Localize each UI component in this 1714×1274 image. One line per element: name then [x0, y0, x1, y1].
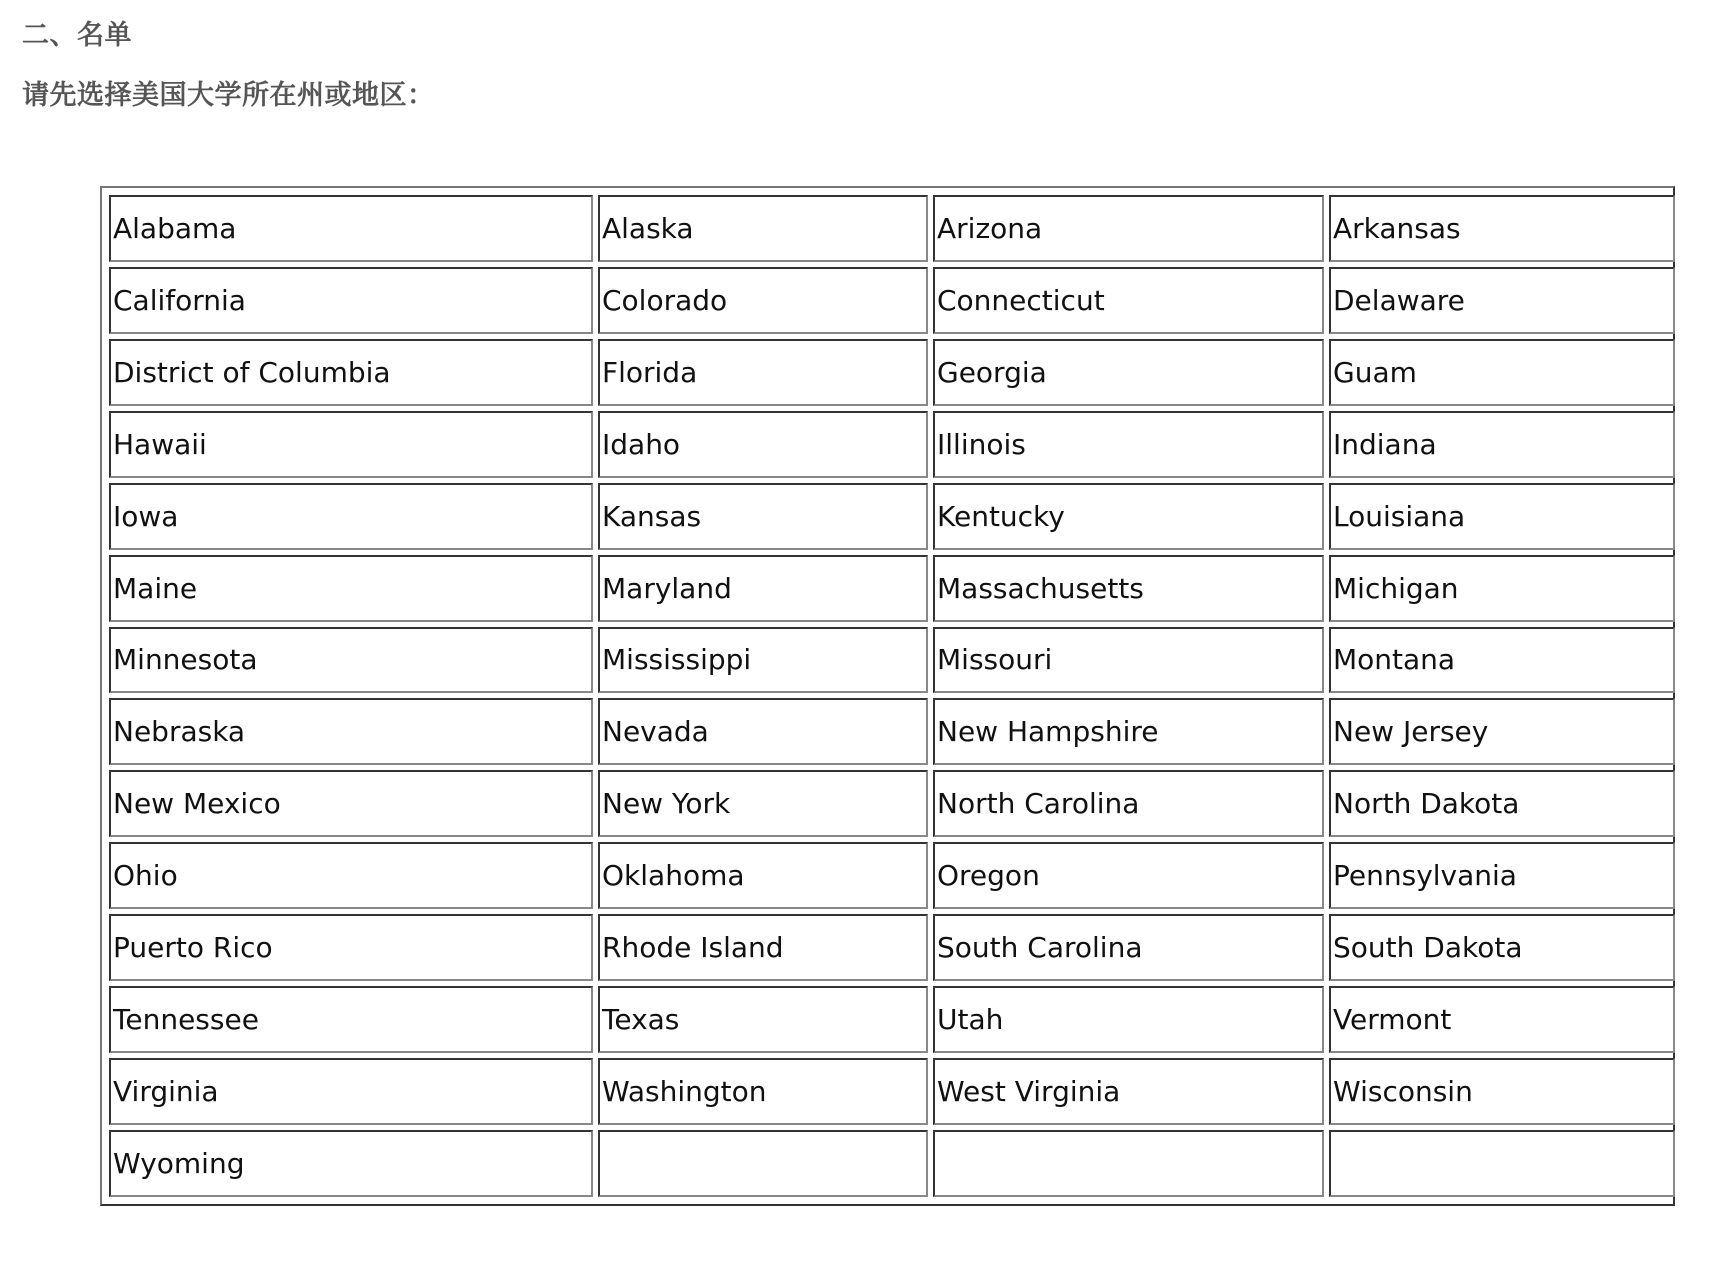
table-row [109, 914, 1675, 981]
state-link[interactable]: South Dakota [1329, 914, 1675, 981]
state-link[interactable]: North Dakota [1329, 770, 1675, 837]
state-link[interactable]: Indiana [1329, 411, 1675, 478]
empty-cell [933, 1130, 1324, 1197]
state-link[interactable]: North Carolina [933, 770, 1324, 837]
states-table [104, 190, 1680, 1202]
state-link[interactable]: Maine [109, 555, 593, 622]
empty-cell [598, 1130, 928, 1197]
table-row [109, 1058, 1675, 1125]
state-link[interactable]: Georgia [933, 339, 1324, 406]
state-link[interactable]: Virginia [109, 1058, 593, 1125]
state-link[interactable]: Florida [598, 339, 928, 406]
table-row [109, 411, 1675, 478]
table-row [109, 483, 1675, 550]
table-row [109, 267, 1675, 334]
state-link[interactable]: Oregon [933, 842, 1324, 909]
table-row [109, 627, 1675, 694]
state-link[interactable]: Wyoming [109, 1130, 593, 1197]
state-link[interactable]: Vermont [1329, 986, 1675, 1053]
table-row [109, 986, 1675, 1053]
state-link[interactable]: Delaware [1329, 267, 1675, 334]
state-link[interactable]: Maryland [598, 555, 928, 622]
table-row [109, 195, 1675, 262]
state-link[interactable]: South Carolina [933, 914, 1324, 981]
state-link[interactable]: New Mexico [109, 770, 593, 837]
state-link[interactable]: Missouri [933, 627, 1324, 694]
state-link[interactable]: Tennessee [109, 986, 593, 1053]
state-link[interactable]: West Virginia [933, 1058, 1324, 1125]
state-link[interactable]: Michigan [1329, 555, 1675, 622]
table-row [109, 770, 1675, 837]
state-link[interactable]: Illinois [933, 411, 1324, 478]
state-link[interactable]: Texas [598, 986, 928, 1053]
empty-cell [1329, 1130, 1675, 1197]
state-link[interactable]: Oklahoma [598, 842, 928, 909]
state-link[interactable]: Colorado [598, 267, 928, 334]
state-link[interactable]: Puerto Rico [109, 914, 593, 981]
state-link[interactable]: Minnesota [109, 627, 593, 694]
state-link[interactable]: Alabama [109, 195, 593, 262]
state-link[interactable]: Mississippi [598, 627, 928, 694]
state-link[interactable]: Louisiana [1329, 483, 1675, 550]
state-link[interactable]: Wisconsin [1329, 1058, 1675, 1125]
table-row [109, 698, 1675, 765]
states-table-body [109, 195, 1675, 1197]
state-link[interactable]: Nebraska [109, 698, 593, 765]
state-link[interactable]: Connecticut [933, 267, 1324, 334]
state-link[interactable]: Alaska [598, 195, 928, 262]
state-link[interactable]: New Jersey [1329, 698, 1675, 765]
state-link[interactable]: Arkansas [1329, 195, 1675, 262]
table-row [109, 339, 1675, 406]
state-link[interactable]: District of Columbia [109, 339, 593, 406]
state-link[interactable]: Iowa [109, 483, 593, 550]
states-table-container [100, 186, 1675, 1206]
state-link[interactable]: Kentucky [933, 483, 1324, 550]
state-link[interactable]: Ohio [109, 842, 593, 909]
select-state-instruction: 请先选择美国大学所在州或地区： [22, 80, 435, 111]
table-row [109, 555, 1675, 622]
state-link[interactable]: New York [598, 770, 928, 837]
state-link[interactable]: Kansas [598, 483, 928, 550]
state-link[interactable]: Rhode Island [598, 914, 928, 981]
state-link[interactable]: Montana [1329, 627, 1675, 694]
state-link[interactable]: California [109, 267, 593, 334]
state-link[interactable]: New Hampshire [933, 698, 1324, 765]
state-link[interactable]: Nevada [598, 698, 928, 765]
state-link[interactable]: Arizona [933, 195, 1324, 262]
table-row [109, 1130, 1675, 1197]
state-link[interactable]: Washington [598, 1058, 928, 1125]
state-link[interactable]: Idaho [598, 411, 928, 478]
table-row [109, 842, 1675, 909]
state-link[interactable]: Utah [933, 986, 1324, 1053]
state-link[interactable]: Massachusetts [933, 555, 1324, 622]
section-heading: 二、名单 [22, 20, 132, 51]
state-link[interactable]: Hawaii [109, 411, 593, 478]
state-link[interactable]: Guam [1329, 339, 1675, 406]
state-link[interactable]: Pennsylvania [1329, 842, 1675, 909]
